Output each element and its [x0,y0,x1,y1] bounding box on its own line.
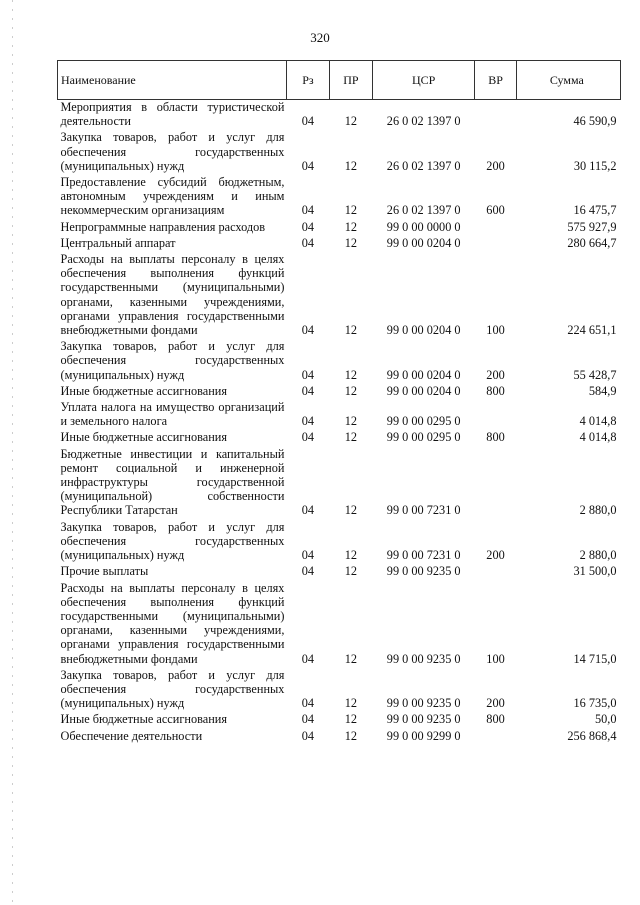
row-vr-cell: 800 [486,712,505,727]
table-row [58,100,621,131]
row-name-cell: Иные бюджетные ассигнования [60,712,228,727]
row-vr-cell [475,729,516,745]
table-row [58,581,621,668]
row-sum-cell: 4 014,8 [579,430,617,445]
row-vr-cell: 100 [486,651,505,666]
row-rz-cell: 04 [301,158,315,173]
row-name-cell: Закупка товаров, работ и услуг для обеспечения государственных (муниципальных) нужд [60,519,285,563]
row-pr-cell: 12 [344,651,358,666]
row-sum-cell: 224 651,1 [567,323,617,338]
row-pr-cell: 12 [344,414,358,429]
row-vr-cell [475,236,516,252]
row-pr-cell: 12 [344,367,358,382]
row-csr-cell: 99 0 00 9235 0 [386,651,461,666]
table-body [58,100,621,745]
row-name-cell: Центральный аппарат [60,235,176,250]
row-sum-cell: 256 868,4 [567,728,617,743]
row-sum-cell: 4 014,8 [579,414,617,429]
row-rz-cell: 04 [301,414,315,429]
row-sum-cell: 16 735,0 [573,696,617,711]
row-rz-cell: 04 [301,203,315,218]
header-csr: ЦСР [373,61,475,100]
table-row [58,712,621,728]
row-pr-cell: 12 [344,203,358,218]
row-sum-cell: 2 880,0 [579,503,617,518]
row-csr-cell: 99 0 00 9235 0 [386,712,461,727]
row-vr-cell: 800 [486,383,505,398]
row-pr-cell: 12 [344,696,358,711]
row-sum-cell: 16 475,7 [573,203,617,218]
row-rz-cell: 04 [301,696,315,711]
table-row [58,564,621,580]
table-row [58,236,621,252]
row-name-cell: Закупка товаров, работ и услуг для обеспечения государственных (муниципальных) нужд [60,130,285,173]
row-rz-cell: 04 [301,564,315,579]
row-csr-cell: 99 0 00 9235 0 [386,696,461,711]
row-pr-cell: 12 [344,383,358,398]
header-name: Наименование [58,61,287,100]
row-csr-cell: 99 0 00 0295 0 [386,430,461,445]
row-name-cell: Прочие выплаты [60,564,149,579]
row-sum-cell: 575 927,9 [567,219,617,234]
row-sum-cell: 2 880,0 [579,548,617,563]
row-vr-cell [475,564,516,580]
header-pr: ПР [329,61,372,100]
row-pr-cell: 12 [344,114,358,129]
row-csr-cell: 99 0 00 7231 0 [386,548,461,563]
row-pr-cell: 12 [344,712,358,727]
row-csr-cell: 26 0 02 1397 0 [386,158,461,173]
row-name-cell: Непрограммные направления расходов [60,219,266,234]
row-sum-cell: 280 664,7 [567,235,617,250]
scan-margin-marks [12,0,13,905]
row-vr-cell: 200 [486,158,505,173]
row-name-cell: Бюджетные инвестиции и капитальный ремонт социальной и инженерной инфраструктуры государственной (муниципальной) собственности Республики Татарстан [60,446,285,518]
row-rz-cell: 04 [301,651,315,666]
row-vr-cell: 200 [486,696,505,711]
row-name-cell: Расходы на выплаты персоналу в целях обеспечения выполнения функций государственными (муниципальными) органами, казенными учреждениями, органами управления государственными внебюджетными фондами [60,252,285,338]
table-row [58,130,621,175]
row-sum-cell: 584,9 [588,383,617,398]
row-name-cell: Закупка товаров, работ и услуг для обеспечения государственных (муниципальных) нужд [60,339,285,382]
table-header-row [58,61,621,100]
row-pr-cell: 12 [344,158,358,173]
table-row [58,400,621,430]
row-name-cell: Расходы на выплаты персоналу в целях обеспечения выполнения функций государственными (муниципальными) органами, казенными учреждениями, органами управления государственными внебюджетными фондами [60,580,285,666]
row-sum-cell: 46 590,9 [573,114,617,129]
row-rz-cell: 04 [301,219,315,234]
row-name-cell: Иные бюджетные ассигнования [60,430,228,445]
table-row [58,520,621,565]
row-pr-cell: 12 [344,564,358,579]
row-rz-cell: 04 [301,728,315,743]
row-rz-cell: 04 [301,430,315,445]
row-pr-cell: 12 [344,323,358,338]
row-csr-cell: 99 0 00 9235 0 [386,564,461,579]
row-csr-cell: 26 0 02 1397 0 [386,114,461,129]
row-pr-cell: 12 [344,548,358,563]
table-row [58,252,621,339]
row-vr-cell: 200 [486,548,505,563]
row-pr-cell: 12 [344,430,358,445]
row-name-cell: Иные бюджетные ассигнования [60,383,228,398]
row-pr-cell: 12 [344,219,358,234]
row-rz-cell: 04 [301,323,315,338]
header-rz: Рз [286,61,329,100]
row-rz-cell: 04 [301,503,315,518]
row-sum-cell: 55 428,7 [573,367,617,382]
row-sum-cell: 14 715,0 [573,651,617,666]
row-vr-cell [475,100,516,131]
row-csr-cell: 99 0 00 0000 0 [386,219,461,234]
row-vr-cell [475,220,516,236]
row-csr-cell: 99 0 00 7231 0 [386,503,461,518]
row-rz-cell: 04 [301,712,315,727]
row-name-cell: Уплата налога на имущество организаций и земельного налога [60,400,285,429]
row-vr-cell [475,447,516,520]
row-name-cell: Закупка товаров, работ и услуг для обеспечения государственных (муниципальных) нужд [60,667,285,711]
row-rz-cell: 04 [301,548,315,563]
row-vr-cell: 800 [486,430,505,445]
budget-table [57,60,621,745]
page-number: 320 [310,30,330,45]
row-csr-cell: 99 0 00 0204 0 [386,383,461,398]
row-rz-cell: 04 [301,235,315,250]
row-pr-cell: 12 [344,235,358,250]
row-rz-cell: 04 [301,383,315,398]
row-csr-cell: 99 0 00 0204 0 [386,235,461,250]
row-name-cell: Предоставление субсидий бюджетным, автономным учреждениям и иным некоммерческим организациям [60,175,285,218]
row-csr-cell: 99 0 00 0204 0 [386,367,461,382]
header-vr: ВР [475,61,516,100]
row-csr-cell: 99 0 00 0204 0 [386,323,461,338]
table-row [58,729,621,745]
row-csr-cell: 99 0 00 9299 0 [386,728,461,743]
row-vr-cell: 100 [486,323,505,338]
table-row [58,384,621,400]
row-vr-cell [475,400,516,430]
row-sum-cell: 31 500,0 [573,564,617,579]
table-row [58,220,621,236]
row-rz-cell: 04 [301,114,315,129]
table-row [58,430,621,446]
table-row [58,668,621,713]
row-vr-cell: 200 [486,367,505,382]
row-name-cell: Обеспечение деятельности [60,728,203,743]
row-csr-cell: 99 0 00 0295 0 [386,414,461,429]
table-row [58,447,621,520]
row-pr-cell: 12 [344,503,358,518]
row-rz-cell: 04 [301,367,315,382]
table-row [58,339,621,384]
row-vr-cell: 600 [486,203,505,218]
table-row [58,175,621,220]
row-pr-cell: 12 [344,728,358,743]
row-name-cell: Мероприятия в области туристической деятельности [60,100,285,129]
header-sum: Сумма [516,61,620,100]
row-sum-cell: 30 115,2 [573,158,617,173]
row-csr-cell: 26 0 02 1397 0 [386,203,461,218]
row-sum-cell: 50,0 [594,712,617,727]
